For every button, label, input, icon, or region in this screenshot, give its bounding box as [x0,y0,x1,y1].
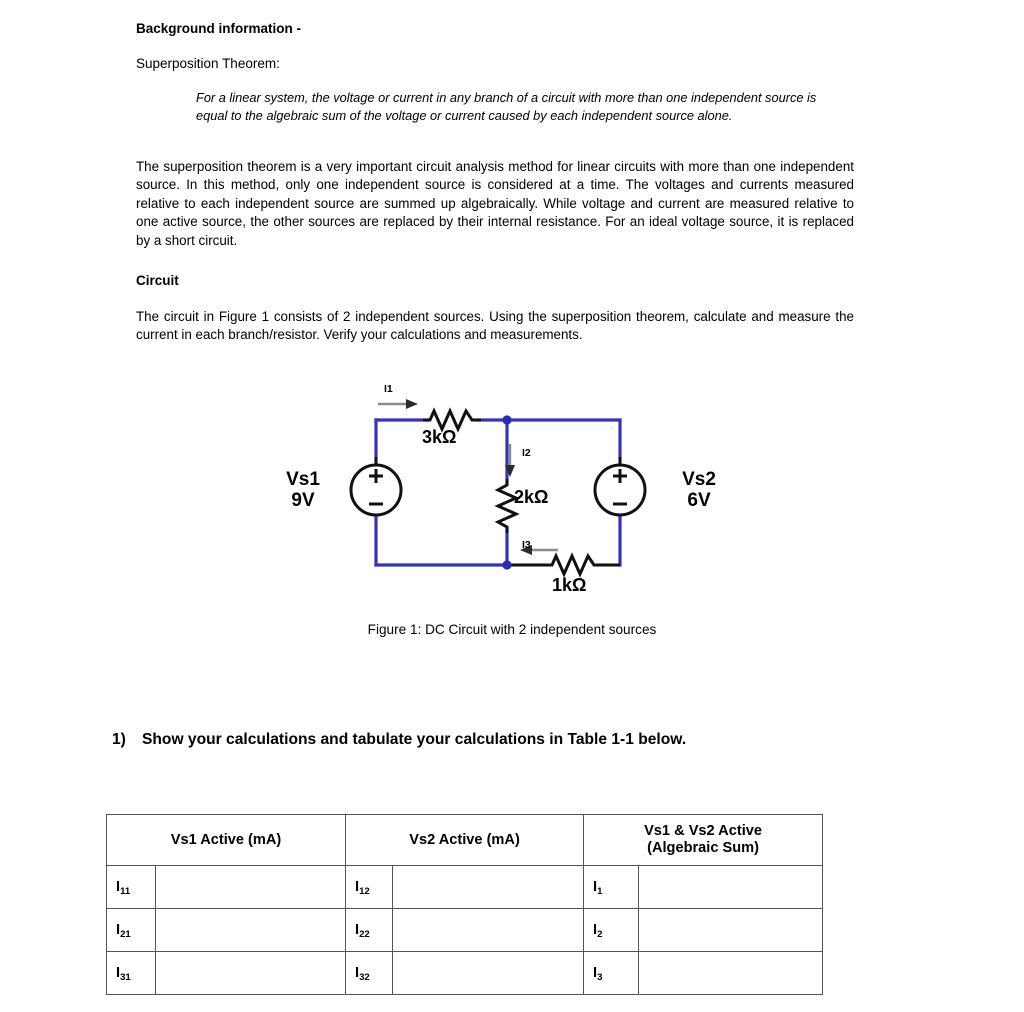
label-vs2-name: Vs2 [682,469,716,490]
current-subscript: 12 [359,886,370,897]
row-label-i21 [107,909,156,952]
superposition-definition-quote: For a linear system, the voltage or current in any branch of a circuit with more than one independent source is equal to the algebraic sum of the voltage or current caused by each independent source alone. [196,90,817,123]
voltage-source-vs2-symbol [595,465,645,515]
table-row [107,952,823,995]
results-table [106,814,823,995]
label-resistor-3k: 3kΩ [422,427,457,447]
cell-i21-value[interactable] [156,909,346,952]
cell-i22-value[interactable] [393,909,584,952]
current-arrows [378,399,558,555]
row-label-i3 [584,952,639,995]
table-row [107,909,823,952]
task-item-number: 1) [112,731,126,748]
current-symbol: I [593,922,598,938]
row-label-i22 [346,909,393,952]
circuit-components [376,411,620,574]
label-current-i1: I1 [384,383,393,395]
cell-i3-value[interactable] [639,952,823,995]
label-resistor-2k: 2kΩ [514,487,549,507]
current-arrow-i1 [378,399,418,409]
current-symbol: I [116,922,121,938]
label-vs1-name: Vs1 [286,469,320,490]
task-item-text: Show your calculations and tabulate your calculations in Table 1-1 below. [142,731,687,748]
row-label-i31 [107,952,156,995]
table-header-both-active-line1: Vs1 & Vs2 Active [644,823,762,839]
current-subscript: 3 [597,972,603,983]
current-subscript: 21 [120,929,131,940]
label-current-i2: I2 [522,447,531,459]
label-current-i3: I3 [522,539,531,551]
resistor-1k-symbol [507,556,620,574]
label-resistor-1k: 1kΩ [552,575,587,595]
current-symbol: I [355,879,360,895]
current-subscript: 22 [359,929,370,940]
background-body-paragraph: The superposition theorem is a very important circuit analysis method for linear circuits with more than one independent source. In this method, only one independent source is considered at a time. The voltages and currents measured relative to each independent source are summed up algebraically. While voltage and current are measured relative to one active source, the other sources are replaced by their internal resistance. For an ideal voltage source, it is replaced by a short circuit. [136,159,854,248]
heading-background-information: Background information - [136,21,301,36]
row-label-i1 [584,866,639,909]
task-item-1 [112,731,912,749]
table-header-both-active [584,815,823,866]
circuit-diagram [260,375,740,615]
label-vs2-value: 6V [687,490,711,511]
heading-superposition-theorem: Superposition Theorem: [136,56,280,71]
current-symbol: I [116,879,121,895]
current-subscript: 2 [597,929,603,940]
current-subscript: 1 [597,886,603,897]
cell-i31-value[interactable] [156,952,346,995]
row-label-i2 [584,909,639,952]
cell-i2-value[interactable] [639,909,823,952]
circuit-body-paragraph: The circuit in Figure 1 consists of 2 independent sources. Using the superposition theorem, calculate and measure the current in each branch/resistor. Verify your calculations and measurements. [136,309,854,343]
table-header-vs2-active: Vs2 Active (mA) [346,815,584,866]
row-label-i32 [346,952,393,995]
cell-i12-value[interactable] [393,866,584,909]
table-row [107,866,823,909]
circuit-wires [376,420,620,565]
current-symbol: I [593,965,598,981]
voltage-source-vs1-symbol [351,465,401,515]
current-symbol: I [116,965,121,981]
current-symbol: I [593,879,598,895]
row-label-i12 [346,866,393,909]
current-symbol: I [355,922,360,938]
cell-i11-value[interactable] [156,866,346,909]
row-label-i11 [107,866,156,909]
current-symbol: I [355,965,360,981]
current-subscript: 31 [120,972,131,983]
table-header-vs1-active: Vs1 Active (mA) [107,815,346,866]
label-vs1 [272,469,334,511]
label-vs2 [668,469,730,511]
label-vs1-value: 9V [291,490,315,511]
table-header-row [107,815,823,866]
current-subscript: 32 [359,972,370,983]
table-header-both-active-line2: (Algebraic Sum) [647,840,759,856]
heading-circuit: Circuit [136,273,179,288]
cell-i1-value[interactable] [639,866,823,909]
figure-caption: Figure 1: DC Circuit with 2 independent sources [367,622,657,637]
cell-i32-value[interactable] [393,952,584,995]
current-subscript: 11 [120,886,131,897]
